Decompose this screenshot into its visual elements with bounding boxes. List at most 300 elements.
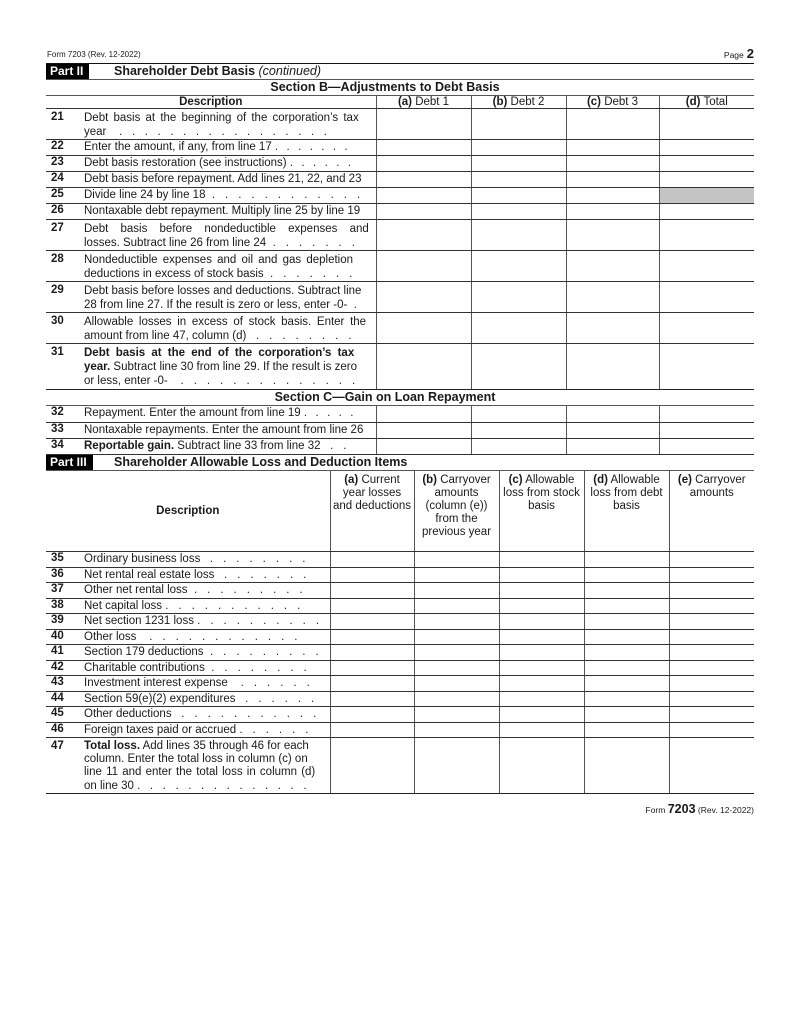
line-number: 37 (46, 583, 84, 599)
line-43-d-input[interactable] (584, 676, 669, 692)
line-description (84, 282, 376, 313)
line-text: Net capital loss (84, 599, 162, 612)
leader-dots: . . . . . . . . . . (197, 615, 323, 627)
line-38-a-input[interactable] (330, 598, 414, 614)
line-text-2 (84, 329, 370, 343)
line-text-2a: amount from line 47, column (d) (84, 330, 247, 342)
line-text: Debt basis before repayment. Add lines 21, 22, and 23 (84, 173, 362, 185)
col-letter: (d) (593, 473, 608, 486)
part3-column-header (46, 471, 754, 552)
line-text-2: column. Enter the total loss in column (c) on (84, 753, 308, 766)
line-description (84, 220, 376, 251)
line-47-b-input[interactable] (414, 738, 499, 794)
leader-dots: . . . . . . . . (211, 661, 311, 674)
line-39-a-input[interactable] (330, 614, 414, 630)
line-47-a-input[interactable] (330, 738, 414, 794)
page-header (46, 46, 754, 63)
line-text-1: Debt basis before nondeductible expenses and (84, 223, 369, 235)
line-number: 29 (46, 282, 84, 313)
line-number: 43 (46, 676, 84, 692)
line-41-e-input[interactable] (669, 645, 754, 661)
line-text: Foreign taxes paid or accrued (84, 723, 237, 736)
line-number: 27 (46, 220, 84, 251)
line-28-debt2-input[interactable] (471, 251, 566, 282)
line-45-e-input[interactable] (669, 707, 754, 723)
line-text-3: line 11 and enter the total loss in column (d) (84, 766, 316, 779)
part3-tag: Part III (46, 455, 93, 470)
line-46-b-input[interactable] (414, 722, 499, 738)
col-description: Description (46, 96, 376, 109)
line-bold-text: year. (84, 361, 111, 373)
line-25-debt3-input[interactable] (566, 188, 659, 204)
line-text-2 (84, 267, 370, 281)
line-description (84, 109, 376, 140)
line-36-b-input[interactable] (414, 567, 499, 583)
line-32-row (46, 406, 754, 422)
leader-dots: . . . . . . . . . . . . . . (180, 375, 359, 387)
line-description (84, 406, 376, 422)
line-37-a-input[interactable] (330, 583, 414, 599)
line-42-c-input[interactable] (499, 660, 584, 676)
line-number: 36 (46, 567, 84, 583)
line-40-e-input[interactable] (669, 629, 754, 645)
part3-title: Shareholder Allowable Loss and Deduction Items (114, 454, 408, 469)
line-text-2 (84, 360, 370, 374)
col-total (659, 96, 754, 109)
line-43-e-input[interactable] (669, 676, 754, 692)
line-33-row (46, 422, 754, 438)
leader-dots: . . . . . . . . . . . . (211, 189, 364, 201)
col-letter: (e) (677, 473, 692, 486)
col-label: Debt 2 (507, 96, 545, 108)
line-21-total-input[interactable] (659, 109, 754, 140)
line-description (84, 629, 330, 645)
line-45-b-input[interactable] (414, 707, 499, 723)
line-35-c-input[interactable] (499, 552, 584, 568)
line-text: Subtract line 33 from line 32 (174, 439, 321, 452)
line-43-c-input[interactable] (499, 676, 584, 692)
page-number: 2 (746, 46, 754, 61)
line-text: Other loss (84, 630, 137, 643)
line-33-debt3-input[interactable] (566, 422, 659, 438)
line-32-debt2-input[interactable] (471, 406, 566, 422)
col-carryover-previous (414, 471, 499, 552)
line-29-row (46, 282, 754, 313)
line-38-b-input[interactable] (414, 598, 499, 614)
line-39-d-input[interactable] (584, 614, 669, 630)
line-46-c-input[interactable] (499, 722, 584, 738)
line-33-debt1-input[interactable] (376, 422, 471, 438)
line-35-d-input[interactable] (584, 552, 669, 568)
col-letter: (b) (492, 96, 508, 108)
line-29-debt1-input[interactable] (376, 282, 471, 313)
line-number: 45 (46, 707, 84, 723)
leader-dots: . . . . . . . . (209, 553, 309, 565)
line-26-debt3-input[interactable] (566, 204, 659, 220)
line-number: 31 (46, 344, 84, 390)
line-39-e-input[interactable] (669, 614, 754, 630)
col-label: Carryover amounts (689, 473, 746, 499)
line-47-c-input[interactable] (499, 738, 584, 794)
line-23-total-input[interactable] (659, 156, 754, 172)
line-31-total-input[interactable] (659, 344, 754, 390)
line-30-debt1-input[interactable] (376, 313, 471, 344)
line-description (84, 251, 376, 282)
line-text-1 (84, 740, 324, 753)
line-text-1: Debt basis before losses and deductions. Subtract line (84, 285, 362, 297)
line-number: 41 (46, 645, 84, 661)
line-21-debt1-input[interactable] (376, 109, 471, 140)
line-description (84, 738, 330, 794)
footer-form-number: 7203 (667, 802, 696, 816)
col-letter: (a) (397, 96, 412, 108)
line-36-row (46, 567, 754, 583)
line-23-debt1-input[interactable] (376, 156, 471, 172)
line-43-a-input[interactable] (330, 676, 414, 692)
line-bold-text: Total loss. (84, 740, 141, 752)
section-c-title: Section C—Gain on Loan Repayment (46, 390, 754, 406)
line-26-debt2-input[interactable] (471, 204, 566, 220)
line-39-row (46, 614, 754, 630)
line-text-2 (84, 298, 370, 312)
leader-dots: . . . . . . . . . . . (165, 599, 304, 612)
line-description (84, 660, 330, 676)
line-number: 44 (46, 691, 84, 707)
line-text: Other net rental loss (84, 584, 188, 596)
leader-dots: . . . . . . . . . (193, 584, 307, 596)
line-35-row (46, 552, 754, 568)
line-text-2 (84, 125, 370, 139)
col-debt3 (566, 96, 659, 109)
line-37-b-input[interactable] (414, 583, 499, 599)
line-44-e-input[interactable] (669, 691, 754, 707)
line-description (84, 583, 330, 599)
line-description (84, 676, 330, 692)
line-32-debt1-input[interactable] (376, 406, 471, 422)
line-21-debt3-input[interactable] (566, 109, 659, 140)
line-22-debt3-input[interactable] (566, 140, 659, 156)
col-label: Total (700, 96, 728, 108)
leader-dots: . . . . . (303, 407, 357, 419)
line-description (84, 691, 330, 707)
line-39-b-input[interactable] (414, 614, 499, 630)
page-footer (46, 794, 754, 820)
part2-title-suffix: (continued) (258, 64, 322, 78)
line-25-total-shaded-cell (659, 188, 754, 204)
line-23-debt3-input[interactable] (566, 156, 659, 172)
line-40-a-input[interactable] (330, 629, 414, 645)
line-text: Repayment. Enter the amount from line 19 (84, 407, 301, 419)
line-27-total-input[interactable] (659, 220, 754, 251)
line-46-a-input[interactable] (330, 722, 414, 738)
line-42-d-input[interactable] (584, 660, 669, 676)
line-30-debt2-input[interactable] (471, 313, 566, 344)
line-41-d-input[interactable] (584, 645, 669, 661)
line-47-e-input[interactable] (669, 738, 754, 794)
line-41-a-input[interactable] (330, 645, 414, 661)
line-25-debt1-input[interactable] (376, 188, 471, 204)
col-label: Debt 3 (601, 96, 639, 108)
line-number: 28 (46, 251, 84, 282)
line-33-total-input[interactable] (659, 422, 754, 438)
line-22-debt1-input[interactable] (376, 140, 471, 156)
col-label: Carryover amounts (column (e)) from the previous year (421, 473, 492, 538)
line-31-debt2-input[interactable] (471, 344, 566, 390)
col-description: Description (46, 471, 330, 552)
line-37-c-input[interactable] (499, 583, 584, 599)
line-44-c-input[interactable] (499, 691, 584, 707)
line-text-1: Debt basis at the beginning of the corporation’s tax (84, 112, 359, 124)
line-number: 47 (46, 738, 84, 794)
line-39-c-input[interactable] (499, 614, 584, 630)
line-description (84, 156, 376, 172)
line-24-debt2-input[interactable] (471, 172, 566, 188)
line-31-debt1-input[interactable] (376, 344, 471, 390)
part2-header (46, 63, 754, 80)
line-description (84, 438, 376, 454)
line-text-1: Nondeductible expenses and oil and gas depletion (84, 254, 354, 266)
line-38-row (46, 598, 754, 614)
line-text: Ordinary business loss (84, 553, 201, 565)
line-45-c-input[interactable] (499, 707, 584, 723)
line-text-3a: or less, enter -0- (84, 375, 168, 387)
line-text: Charitable contributions (84, 661, 205, 674)
line-27-debt1-input[interactable] (376, 220, 471, 251)
line-32-debt3-input[interactable] (566, 406, 659, 422)
line-text-4 (84, 780, 324, 793)
col-current-year (330, 471, 414, 552)
line-number: 22 (46, 140, 84, 156)
line-42-e-input[interactable] (669, 660, 754, 676)
line-24-debt3-input[interactable] (566, 172, 659, 188)
line-45-d-input[interactable] (584, 707, 669, 723)
line-40-d-input[interactable] (584, 629, 669, 645)
line-29-total-input[interactable] (659, 282, 754, 313)
line-34-debt1-input[interactable] (376, 438, 471, 454)
line-text-2a: deductions in excess of stock basis (84, 268, 264, 280)
line-description (84, 204, 376, 220)
line-text: Investment interest expense (84, 677, 228, 689)
line-number: 23 (46, 156, 84, 172)
line-26-total-input[interactable] (659, 204, 754, 220)
line-34-debt3-input[interactable] (566, 438, 659, 454)
col-label: Current year losses and deductions (333, 473, 412, 512)
line-28-debt1-input[interactable] (376, 251, 471, 282)
col-letter: (b) (422, 473, 438, 486)
line-number: 34 (46, 438, 84, 454)
line-number: 38 (46, 598, 84, 614)
line-text: Net section 1231 loss (84, 615, 194, 627)
line-text-3 (84, 374, 370, 388)
line-33-debt2-input[interactable] (471, 422, 566, 438)
line-23-debt2-input[interactable] (471, 156, 566, 172)
line-number: 39 (46, 614, 84, 630)
col-allowable-stock (499, 471, 584, 552)
line-38-d-input[interactable] (584, 598, 669, 614)
leader-dots: . . . . . . (239, 723, 312, 736)
line-37-d-input[interactable] (584, 583, 669, 599)
col-letter: (d) (685, 96, 701, 108)
line-41-b-input[interactable] (414, 645, 499, 661)
line-number: 42 (46, 660, 84, 676)
line-28-row (46, 251, 754, 282)
line-36-e-input[interactable] (669, 567, 754, 583)
line-28-total-input[interactable] (659, 251, 754, 282)
leader-dots: . . . . . . . (224, 568, 310, 581)
leader-dots: . . (330, 439, 350, 452)
leader-dots: . (353, 299, 357, 311)
line-bold-text: Debt basis at the end of the corporation’s tax (84, 347, 355, 359)
leader-dots: . . . . . . (289, 157, 354, 169)
line-45-row (46, 707, 754, 723)
col-label: Allowable loss from stock basis (503, 473, 580, 512)
line-text: Debt basis restoration (see instructions) (84, 157, 287, 169)
leader-dots: . . . . . . . (270, 268, 356, 280)
line-40-c-input[interactable] (499, 629, 584, 645)
col-label: Allowable loss from debt basis (590, 473, 663, 512)
col-debt1 (376, 96, 471, 109)
form-id: Form 7203 (Rev. 12-2022) (47, 50, 141, 59)
footer-revision: (Rev. 12-2022) (697, 805, 754, 815)
line-27-row (46, 220, 754, 251)
line-36-d-input[interactable] (584, 567, 669, 583)
line-description (84, 567, 330, 583)
line-41-c-input[interactable] (499, 645, 584, 661)
line-number: 32 (46, 406, 84, 422)
line-26-row (46, 204, 754, 220)
col-label: Debt 1 (412, 96, 450, 108)
line-35-a-input[interactable] (330, 552, 414, 568)
line-40-b-input[interactable] (414, 629, 499, 645)
line-38-e-input[interactable] (669, 598, 754, 614)
line-46-row (46, 722, 754, 738)
line-text: Nontaxable debt repayment. Multiply line 25 by line 19 (84, 205, 361, 217)
form-page (46, 46, 754, 820)
line-24-debt1-input[interactable] (376, 172, 471, 188)
line-43-b-input[interactable] (414, 676, 499, 692)
line-30-debt3-input[interactable] (566, 313, 659, 344)
line-41-row (46, 645, 754, 661)
line-description (84, 188, 376, 204)
col-letter: (a) (344, 473, 359, 486)
line-46-d-input[interactable] (584, 722, 669, 738)
col-letter: (c) (508, 473, 523, 486)
page-indicator (724, 46, 754, 61)
line-34-row (46, 438, 754, 454)
part3-table (46, 471, 754, 795)
col-letter: (c) (586, 96, 601, 108)
line-28-debt3-input[interactable] (566, 251, 659, 282)
line-text: Section 59(e)(2) expenditures (84, 692, 236, 705)
line-31-row (46, 344, 754, 390)
line-number: 30 (46, 313, 84, 344)
line-description (84, 172, 376, 188)
line-30-row (46, 313, 754, 344)
line-text-2a: year (84, 126, 107, 138)
line-38-c-input[interactable] (499, 598, 584, 614)
page-label: Page (723, 50, 744, 60)
line-text: Enter the amount, if any, from line 17 (84, 141, 272, 153)
line-35-b-input[interactable] (414, 552, 499, 568)
part2-title-text: Shareholder Debt Basis (114, 64, 256, 78)
line-22-row (46, 140, 754, 156)
line-29-debt2-input[interactable] (471, 282, 566, 313)
line-36-a-input[interactable] (330, 567, 414, 583)
line-text-4a: on line 30 (84, 779, 134, 792)
line-27-debt2-input[interactable] (471, 220, 566, 251)
line-30-total-input[interactable] (659, 313, 754, 344)
line-text: Divide line 24 by line 18 (84, 189, 206, 201)
line-number: 40 (46, 629, 84, 645)
line-21-row (46, 109, 754, 140)
line-26-debt1-input[interactable] (376, 204, 471, 220)
line-44-row (46, 691, 754, 707)
leader-dots: . . . . . . (240, 677, 314, 689)
part2-tag: Part II (46, 64, 89, 79)
line-21-debt2-input[interactable] (471, 109, 566, 140)
leader-dots: . . . . . . . (272, 237, 359, 249)
line-46-e-input[interactable] (669, 722, 754, 738)
line-44-a-input[interactable] (330, 691, 414, 707)
line-23-row (46, 156, 754, 172)
line-37-row (46, 583, 754, 599)
line-31-debt3-input[interactable] (566, 344, 659, 390)
section-b-table (46, 96, 754, 390)
line-25-debt2-input[interactable] (471, 188, 566, 204)
section-b-title: Section B—Adjustments to Debt Basis (46, 80, 754, 96)
leader-dots: . . . . . . . . (255, 330, 355, 342)
line-40-row (46, 629, 754, 645)
line-42-b-input[interactable] (414, 660, 499, 676)
line-36-c-input[interactable] (499, 567, 584, 583)
line-45-a-input[interactable] (330, 707, 414, 723)
line-35-e-input[interactable] (669, 552, 754, 568)
line-text-1: Allowable losses in excess of stock basis. Enter the (84, 316, 367, 328)
line-text-2a: losses. Subtract line 26 from line 24 (84, 237, 267, 249)
line-description (84, 422, 376, 438)
col-allowable-debt (584, 471, 669, 552)
line-description (84, 722, 330, 738)
line-25-row (46, 188, 754, 204)
line-44-d-input[interactable] (584, 691, 669, 707)
line-text (84, 111, 370, 125)
line-34-total-input[interactable] (659, 438, 754, 454)
line-text-2 (84, 236, 370, 250)
section-c-table (46, 406, 754, 455)
line-22-total-input[interactable] (659, 140, 754, 156)
line-42-a-input[interactable] (330, 660, 414, 676)
line-description (84, 598, 330, 614)
leader-dots: . . . . . . . . . . . (181, 708, 320, 720)
line-43-row (46, 676, 754, 692)
line-29-debt3-input[interactable] (566, 282, 659, 313)
line-32-total-input[interactable] (659, 406, 754, 422)
line-24-total-input[interactable] (659, 172, 754, 188)
line-text: Nontaxable repayments. Enter the amount from line 26 (84, 423, 364, 436)
line-37-e-input[interactable] (669, 583, 754, 599)
line-text-1 (84, 346, 370, 360)
line-number: 33 (46, 422, 84, 438)
leader-dots: . . . . . . (245, 692, 318, 705)
line-27-debt3-input[interactable] (566, 220, 659, 251)
line-47-d-input[interactable] (584, 738, 669, 794)
line-22-debt2-input[interactable] (471, 140, 566, 156)
leader-dots: . . . . . . . . . . . . . . (137, 779, 310, 792)
line-text: Section 179 deductions (84, 646, 204, 658)
line-44-b-input[interactable] (414, 691, 499, 707)
line-34-debt2-input[interactable] (471, 438, 566, 454)
line-text: Net rental real estate loss (84, 568, 215, 581)
